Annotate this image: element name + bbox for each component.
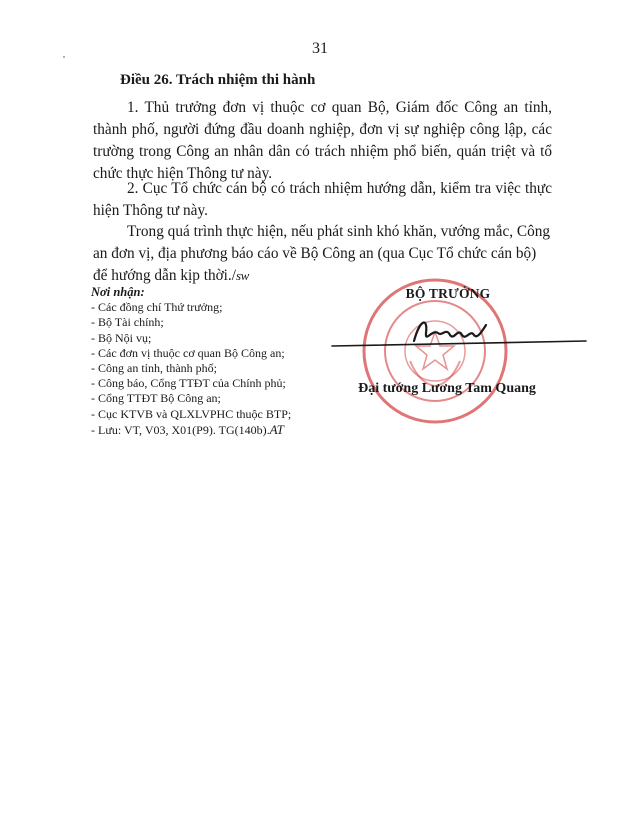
recipient-list xyxy=(91,300,351,438)
signer-name: Đại tướng Lương Tam Quang xyxy=(358,381,536,396)
recipient-item: - Cổng TTĐT Bộ Công an; xyxy=(91,391,221,406)
recipients-title: Nơi nhận: xyxy=(91,285,145,299)
recipients-block xyxy=(91,285,351,438)
recipient-item: - Các đơn vị thuộc cơ quan Bộ Công an; xyxy=(91,345,285,360)
handwritten-initials-mark: sw xyxy=(236,268,249,283)
recipient-item: - Công báo, Cổng TTĐT của Chính phủ; xyxy=(91,376,286,391)
signature-stroke-line xyxy=(330,339,590,349)
page-number: 31 xyxy=(312,40,328,57)
archive-line: - Lưu: VT, V03, X01(P9). TG(140b). xyxy=(91,422,270,437)
article-heading: Điều 26. Trách nhiệm thi hành xyxy=(120,72,316,88)
recipient-item: - Bộ Nội vụ; xyxy=(91,330,152,345)
recipient-item: - Cục KTVB và QLXLVPHC thuộc BTP; xyxy=(91,406,292,421)
recipient-item xyxy=(91,422,351,438)
closing-text: Trong quá trình thực hiện, nếu phát sinh khó khăn, vướng mắc, Công an đơn vị, địa phương báo cáo về Bộ Công an (qua Cục Tổ chức cán bộ) để hướng dẫn kịp thời./ xyxy=(93,223,551,284)
recipient-item: - Bộ Tài chính; xyxy=(91,315,164,330)
recipient-item: - Công an tỉnh, thành phố; xyxy=(91,361,217,376)
initials-mark: AT xyxy=(269,421,284,437)
signer-title: BỘ TRƯỞNG xyxy=(405,286,491,301)
article-paragraph-2: 2. Cục Tổ chức cán bộ có trách nhiệm hướng dẫn, kiểm tra việc thực hiện Thông tư này. xyxy=(93,180,552,219)
article-paragraph-1: 1. Thủ trưởng đơn vị thuộc cơ quan Bộ, Giám đốc Công an tỉnh, thành phố, người đứng đầu doanh nghiệp, đơn vị sự nghiệp công lập, các trường trong Công an nhân dân có trách nhiệm phổ biến, quán triệt và tổ chức thực hiện Thông tư này. xyxy=(93,99,552,182)
recipient-item: - Các đồng chí Thứ trưởng; xyxy=(91,300,223,315)
